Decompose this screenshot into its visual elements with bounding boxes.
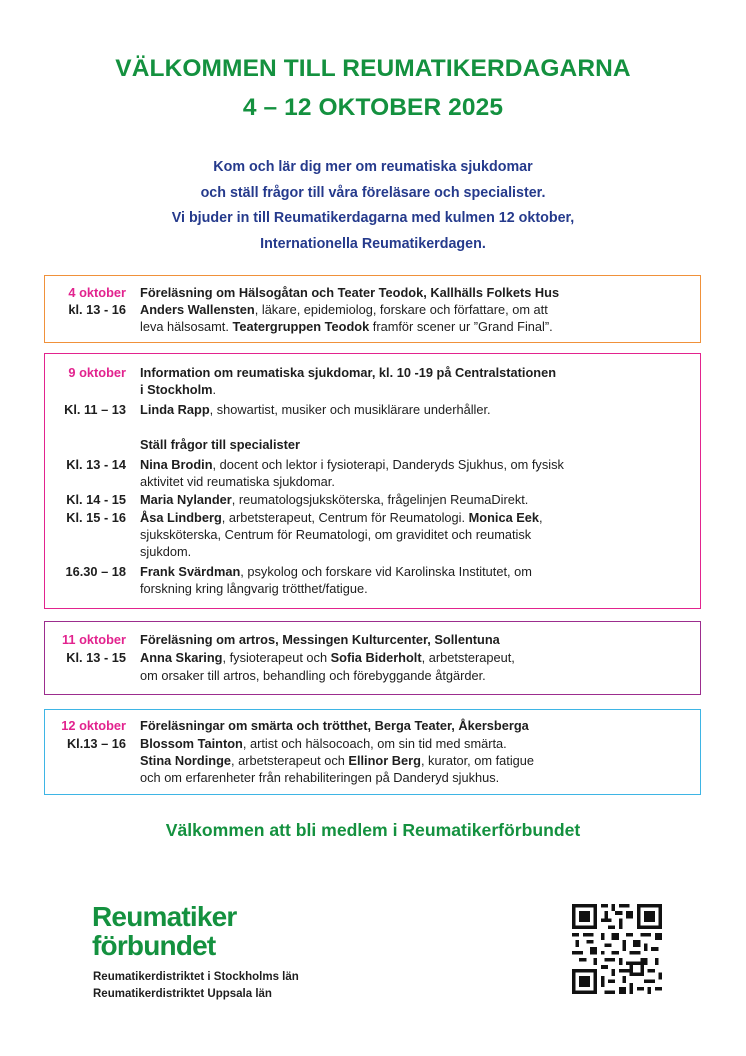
event-time: Kl.13 – 16 [66, 736, 126, 751]
qr-code-icon[interactable] [572, 904, 662, 994]
event-subheading: Ställ frågor till specialister [140, 437, 301, 452]
event-date: 4 oktober [68, 285, 126, 300]
event-time: Kl. 13 - 15 [66, 650, 126, 665]
event-line: Anna Skaring, fysioterapeut och Sofia Biderholt, arbetsterapeut, [140, 650, 515, 665]
event-line: forskning kring långvarig trötthet/fatigue. [140, 581, 368, 596]
page-title: VÄLKOMMEN TILL REUMATIKERDAGARNA [115, 55, 631, 82]
reumatikerforbundet-logo [92, 902, 237, 960]
event-line: sjuksköterska, Centrum för Reumatologi, om graviditet och reumatisk [140, 527, 532, 542]
event-line: leva hälsosamt. Teatergruppen Teodok framför scener ur ”Grand Final”. [140, 319, 553, 334]
event-heading: Föreläsning om artros, Messingen Kulturcenter, Sollentuna [140, 632, 500, 647]
event-line: Frank Svärdman, psykolog och forskare vid Karolinska Institutet, om [140, 564, 532, 579]
event-time: Kl. 14 - 15 [66, 492, 126, 507]
organization-name: Reumatikerdistriktet Uppsala län [93, 988, 272, 1000]
intro-line: Internationella Reumatikerdagen. [260, 235, 486, 252]
event-line: sjukdom. [140, 544, 192, 559]
event-time: 16.30 – 18 [65, 564, 126, 579]
logo-text: förbundet [92, 930, 216, 961]
organization-name: Reumatikerdistriktet i Stockholms län [93, 971, 299, 983]
event-heading: i Stockholm. [140, 382, 217, 397]
event-heading: Föreläsningar om smärta och trötthet, Berga Teater, Åkersberga [140, 718, 529, 733]
event-line: Anders Wallensten, läkare, epidemiolog, forskare och författare, om att [140, 302, 548, 317]
page-dates: 4 – 12 OKTOBER 2025 [242, 94, 504, 121]
event-date: 9 oktober [68, 365, 126, 380]
intro-text [0, 155, 746, 257]
event-line: Maria Nylander, reumatologsjuksköterska, frågelinjen ReumaDirekt. [140, 492, 529, 507]
membership-slogan: Välkommen att bli medlem i Reumatikerförbundet [165, 820, 581, 840]
intro-line: Kom och lär dig mer om reumatiska sjukdomar [213, 159, 533, 175]
event-time: kl. 13 - 16 [68, 302, 126, 317]
event-line: Nina Brodin, docent och lektor i fysioterapi, Danderyds Sjukhus, om fysisk [140, 457, 564, 472]
event-line: Stina Nordinge, arbetsterapeut och Ellinor Berg, kurator, om fatigue [140, 753, 535, 768]
event-line: Blossom Tainton, artist och hälsocoach, om sin tid med smärta. [140, 736, 507, 751]
event-line: och om erfarenheter från rehabiliteringen på Danderyd sjukhus. [140, 770, 500, 785]
intro-line: Vi bjuder in till Reumatikerdagarna med kulmen 12 oktober, [171, 210, 575, 226]
event-line: om orsaker till artros, behandling och förebyggande åtgärder. [140, 668, 486, 683]
intro-line: och ställ frågor till våra föreläsare och specialister. [200, 184, 546, 201]
logo-text: Reumatiker [92, 901, 237, 932]
event-line: Åsa Lindberg, arbetsterapeut, Centrum för Reumatologi. Monica Eek, [140, 510, 543, 525]
event-line: Linda Rapp, showartist, musiker och musiklärare underhåller. [140, 402, 491, 417]
event-date: 12 oktober [61, 718, 126, 733]
event-heading: Information om reumatiska sjukdomar, kl. 10 -19 på Centralstationen [140, 365, 557, 380]
event-line: aktivitet vid reumatiska sjukdomar. [140, 474, 335, 489]
event-heading: Föreläsning om Hälsogåtan och Teater Teodok, Kallhälls Folkets Hus [140, 285, 560, 300]
event-date: 11 oktober [61, 632, 126, 647]
event-time: Kl. 11 – 13 [64, 402, 126, 417]
event-time: Kl. 15 - 16 [66, 510, 126, 525]
event-time: Kl. 13 - 14 [66, 457, 126, 472]
